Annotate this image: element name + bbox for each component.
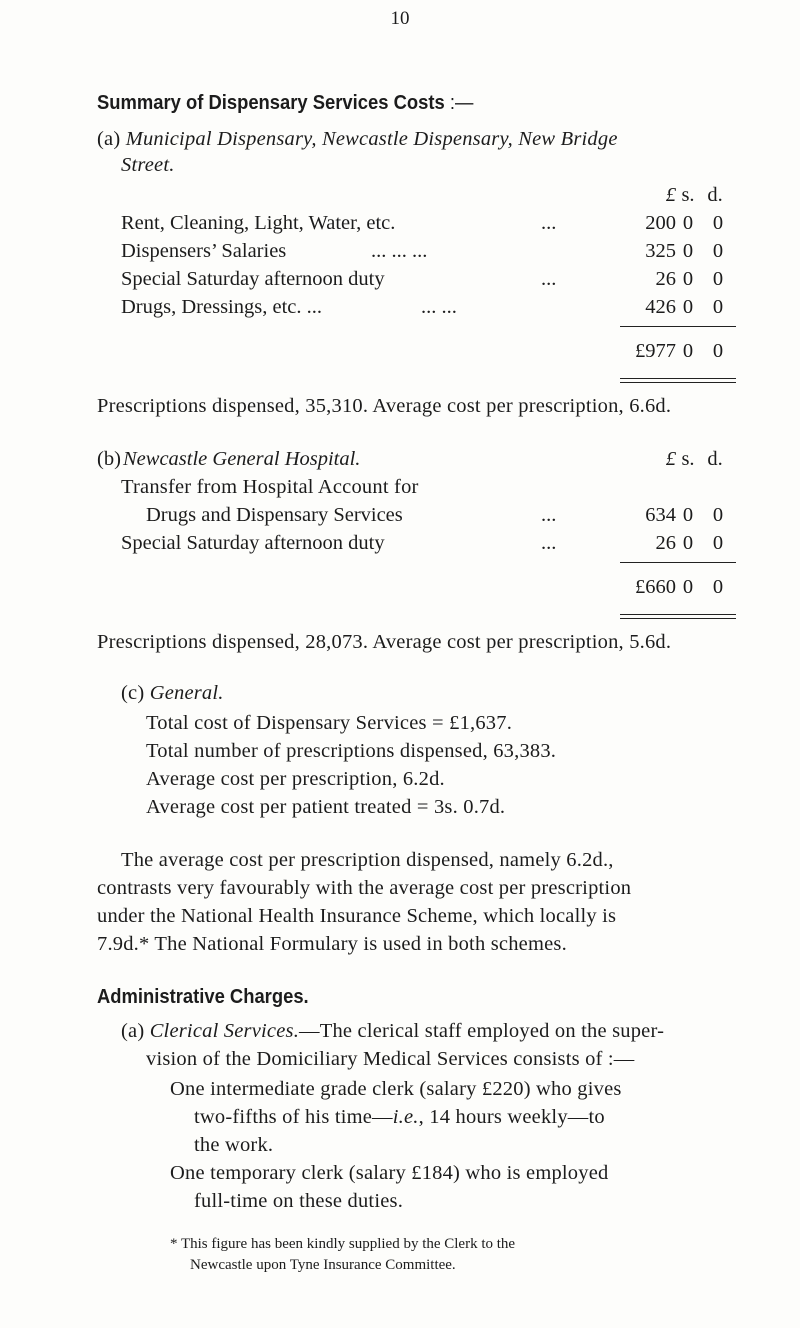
pounds-header: £ [665, 448, 676, 470]
section-a-title-line1: Municipal Dispensary, Newcastle Dispensary, New Bridge [125, 128, 618, 150]
row-shillings: 0 [682, 296, 694, 318]
row-label: Dispensers’ Salaries [121, 240, 287, 262]
clerk1-line: the work. [194, 1134, 274, 1156]
clerk1-ie: i.e. [392, 1106, 419, 1128]
section-c-line: Average cost per patient treated = 3s. 0.7d. [146, 796, 506, 818]
row-pounds: 634 [645, 504, 676, 526]
summary-heading [97, 92, 473, 115]
row-pounds: 26 [655, 532, 676, 554]
row-dots: ... [541, 268, 557, 290]
row-pence: 0 [712, 212, 724, 234]
row-pounds: 200 [645, 212, 676, 234]
section-c-title [121, 682, 224, 705]
section-b-row1-line1: Transfer from Hospital Account for [121, 476, 419, 498]
admin-title: Clerical Services. [149, 1020, 300, 1042]
row-dots: ... [541, 212, 557, 234]
row-pounds: 26 [655, 268, 676, 290]
admin-intro-rest: —The clerical staff employed on the super- [299, 1020, 665, 1042]
shillings-header: s. [681, 448, 695, 470]
pounds-header: £ [665, 184, 676, 206]
section-c-line: Average cost per prescription, 6.2d. [146, 768, 445, 790]
clerk1-text: , 14 hours weekly—to [418, 1106, 605, 1128]
row-shillings: 0 [682, 504, 694, 526]
total-pounds: £660 [635, 576, 676, 598]
footnote-line: Newcastle upon Tyne Insurance Committee. [190, 1257, 456, 1273]
total-pence: 0 [712, 576, 724, 598]
section-a-label: (a) [97, 128, 121, 150]
row-pence: 0 [712, 268, 724, 290]
row-shillings: 0 [682, 240, 694, 262]
clerk1-text: two-fifths of his time— [194, 1106, 393, 1128]
total-pence: 0 [712, 340, 724, 362]
clerk2-line: full-time on these duties. [194, 1190, 404, 1212]
row-shillings: 0 [682, 212, 694, 234]
row-pence: 0 [712, 504, 724, 526]
section-b-label: (b) [97, 448, 121, 470]
row-dots: ... [541, 532, 557, 554]
paragraph-line: contrasts very favourably with the average cost per prescription [97, 877, 632, 899]
row-dots: ... ... ... [371, 240, 428, 262]
section-c-title-text: General. [149, 682, 224, 704]
page-number: 10 [390, 8, 410, 29]
section-a-note: Prescriptions dispensed, 35,310. Average cost per prescription, 6.6d. [97, 395, 672, 417]
section-a-title [97, 128, 618, 151]
total-shillings: 0 [682, 340, 694, 362]
section-b-note: Prescriptions dispensed, 28,073. Average cost per prescription, 5.6d. [97, 631, 672, 653]
row-dots: ... [541, 504, 557, 526]
row-label: Special Saturday afternoon duty [121, 532, 385, 554]
clerk1-line: One intermediate grade clerk (salary £220) who gives [170, 1078, 622, 1100]
section-c-line: Total number of prescriptions dispensed, 63,383. [146, 740, 557, 762]
paragraph-line: The average cost per prescription dispensed, namely 6.2d., [121, 849, 614, 871]
clerk2-line: One temporary clerk (salary £184) who is employed [170, 1162, 609, 1184]
pence-header: d. [707, 184, 723, 206]
admin-intro-line1 [121, 1020, 664, 1043]
summary-heading-text: Summary of Dispensary Services Costs [97, 92, 445, 114]
total-double-rule [620, 378, 736, 383]
row-pence: 0 [712, 240, 724, 262]
paragraph-line: under the National Health Insurance Scheme, which locally is [97, 905, 617, 927]
shillings-header: s. [681, 184, 695, 206]
section-b-title: Newcastle General Hospital. [123, 448, 361, 470]
total-double-rule [620, 614, 736, 619]
clerk1-line [194, 1106, 605, 1129]
row-label: Rent, Cleaning, Light, Water, etc. [121, 212, 396, 234]
row-pounds: 426 [645, 296, 676, 318]
summary-heading-tail: :— [444, 92, 474, 114]
row-pence: 0 [712, 532, 724, 554]
paragraph-line: 7.9d.* The National Formulary is used in both schemes. [97, 933, 567, 955]
row-shillings: 0 [682, 532, 694, 554]
total-pounds: £977 [635, 340, 676, 362]
admin-label: (a) [121, 1020, 145, 1042]
row-dots: ... ... [421, 296, 457, 318]
row-label: Drugs and Dispensary Services [146, 504, 403, 526]
section-c-label: (c) [121, 682, 145, 704]
row-shillings: 0 [682, 268, 694, 290]
admin-heading: Administrative Charges. [97, 986, 309, 1008]
footnote-line: * This figure has been kindly supplied by the Clerk to the [170, 1236, 516, 1252]
total-shillings: 0 [682, 576, 694, 598]
row-label: Special Saturday afternoon duty [121, 268, 385, 290]
subtotal-rule [620, 326, 736, 327]
admin-intro-line2: vision of the Domiciliary Medical Services consists of :— [146, 1048, 635, 1070]
subtotal-rule [620, 562, 736, 563]
row-label: Drugs, Dressings, etc. ... [121, 296, 322, 318]
pence-header: d. [707, 448, 723, 470]
row-pence: 0 [712, 296, 724, 318]
row-pounds: 325 [645, 240, 676, 262]
section-c-line: Total cost of Dispensary Services = £1,637. [146, 712, 513, 734]
section-a-title-line2: Street. [121, 154, 175, 176]
